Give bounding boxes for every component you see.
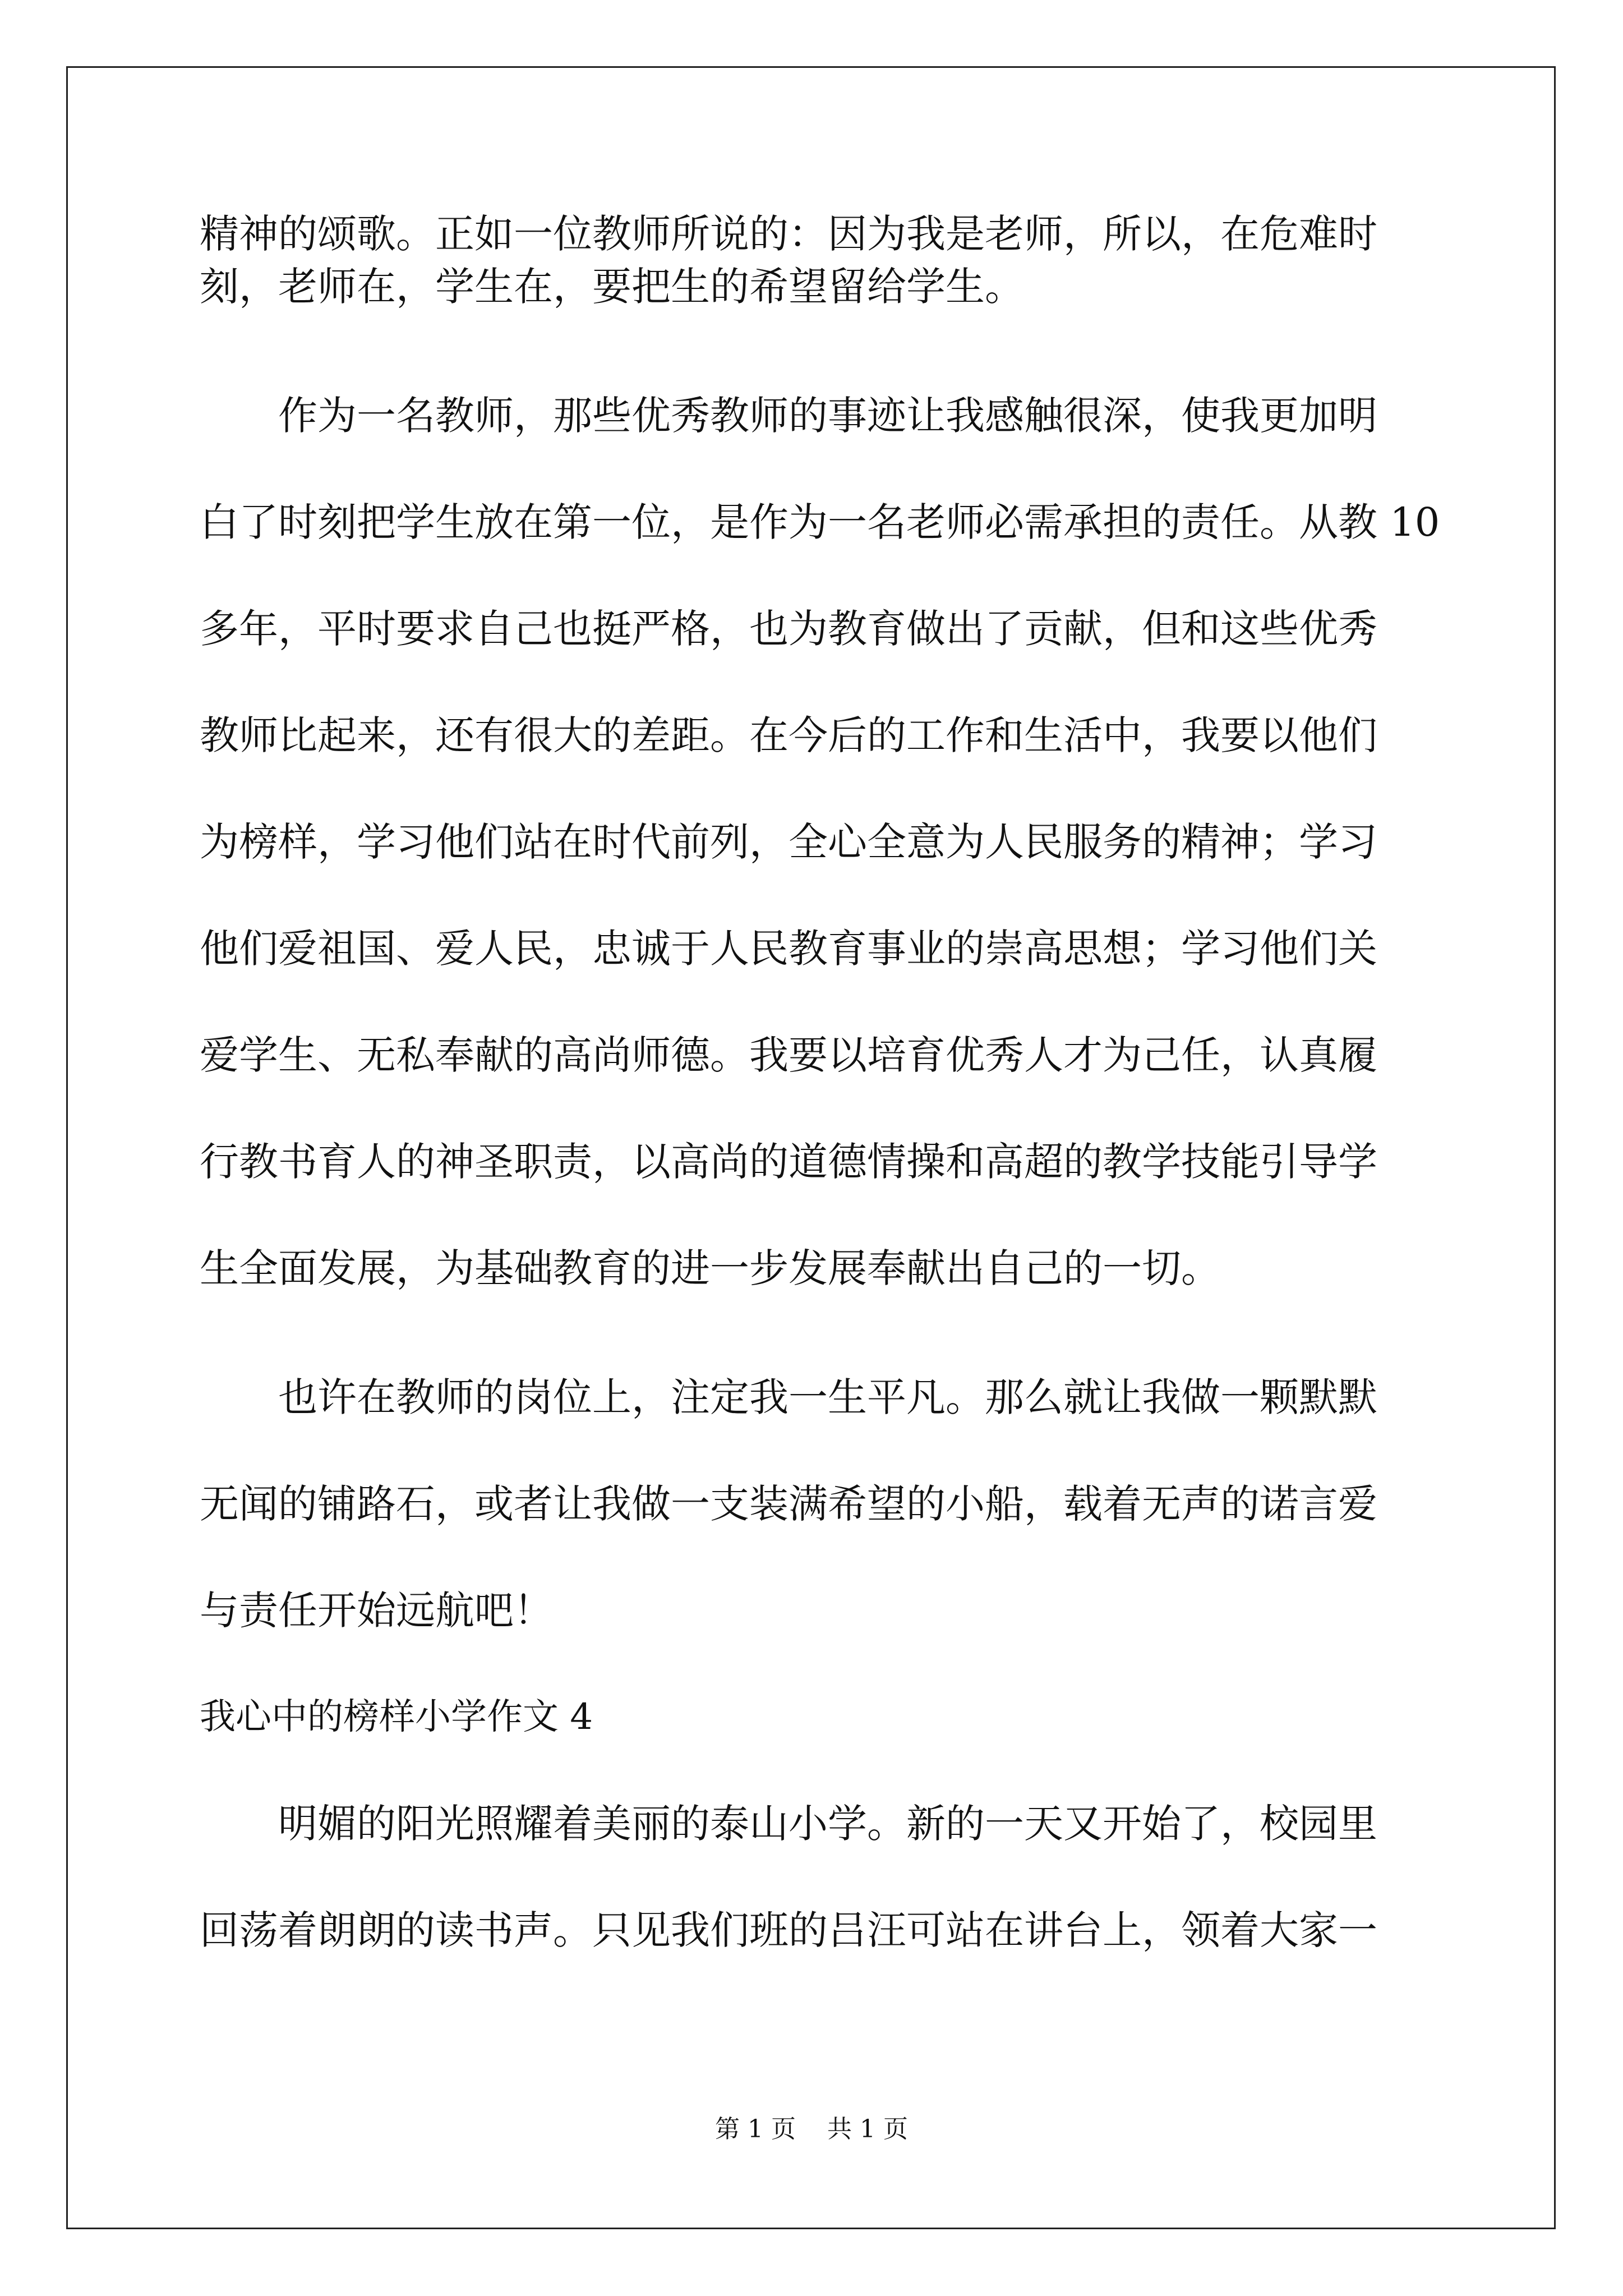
text-line: 作为一名教师，那些优秀教师的事迹让我感触很深，使我更加明 — [200, 393, 1377, 439]
page-total: 共 1 页 — [827, 2115, 908, 2143]
text-line: 行教书育人的神圣职责，以高尚的道德情操和高超的教学技能引导学 — [200, 1139, 1377, 1185]
text-line: 回荡着朗朗的读书声。只见我们班的吕汪可站在讲台上，领着大家一 — [200, 1907, 1377, 1953]
text-line: 刻，老师在，学生在，要把生的希望留给学生。 — [200, 264, 1024, 310]
text-line: 多年，平时要求自己也挺严格，也为教育做出了贡献，但和这些优秀 — [200, 606, 1377, 652]
text-line: 他们爱祖国、爱人民，忠诚于人民教育事业的崇高思想；学习他们关 — [200, 926, 1377, 972]
paragraph-1 — [200, 208, 1456, 313]
paragraph-3 — [200, 1371, 1456, 1637]
page-footer — [0, 2114, 1623, 2145]
text-line: 教师比起来，还有很大的差距。在今后的工作和生活中，我要以他们 — [200, 712, 1377, 758]
paragraph-4 — [200, 1797, 1456, 1957]
text-line: 精神的颂歌。正如一位教师所说的：因为我是老师，所以，在危难时 — [200, 211, 1377, 257]
page-number: 第 1 页 — [715, 2115, 796, 2143]
text-line: 无闻的铺路石，或者让我做一支装满希望的小船，载着无声的诺言爱 — [200, 1481, 1377, 1527]
section-title: 我心中的榜样小学作文 4 — [200, 1696, 593, 1738]
paragraph-2 — [200, 389, 1456, 1295]
text-line: 明媚的阳光照耀着美丽的泰山小学。新的一天又开始了，校园里 — [200, 1801, 1377, 1847]
text-line: 也许在教师的岗位上，注定我一生平凡。那么就让我做一颗默默 — [200, 1374, 1377, 1420]
text-line: 白了时刻把学生放在第一位，是作为一名老师必需承担的责任。从教 10 — [200, 499, 1440, 545]
document-body — [200, 208, 1456, 1957]
text-line: 爱学生、无私奉献的高尚师德。我要以培育优秀人才为己任，认真履 — [200, 1032, 1377, 1078]
text-line: 生全面发展，为基础教育的进一步发展奉献出自己的一切。 — [200, 1245, 1220, 1291]
text-line: 与责任开始远航吧！ — [200, 1588, 553, 1634]
text-line: 为榜样，学习他们站在时代前列，全心全意为人民服务的精神；学习 — [200, 819, 1377, 865]
